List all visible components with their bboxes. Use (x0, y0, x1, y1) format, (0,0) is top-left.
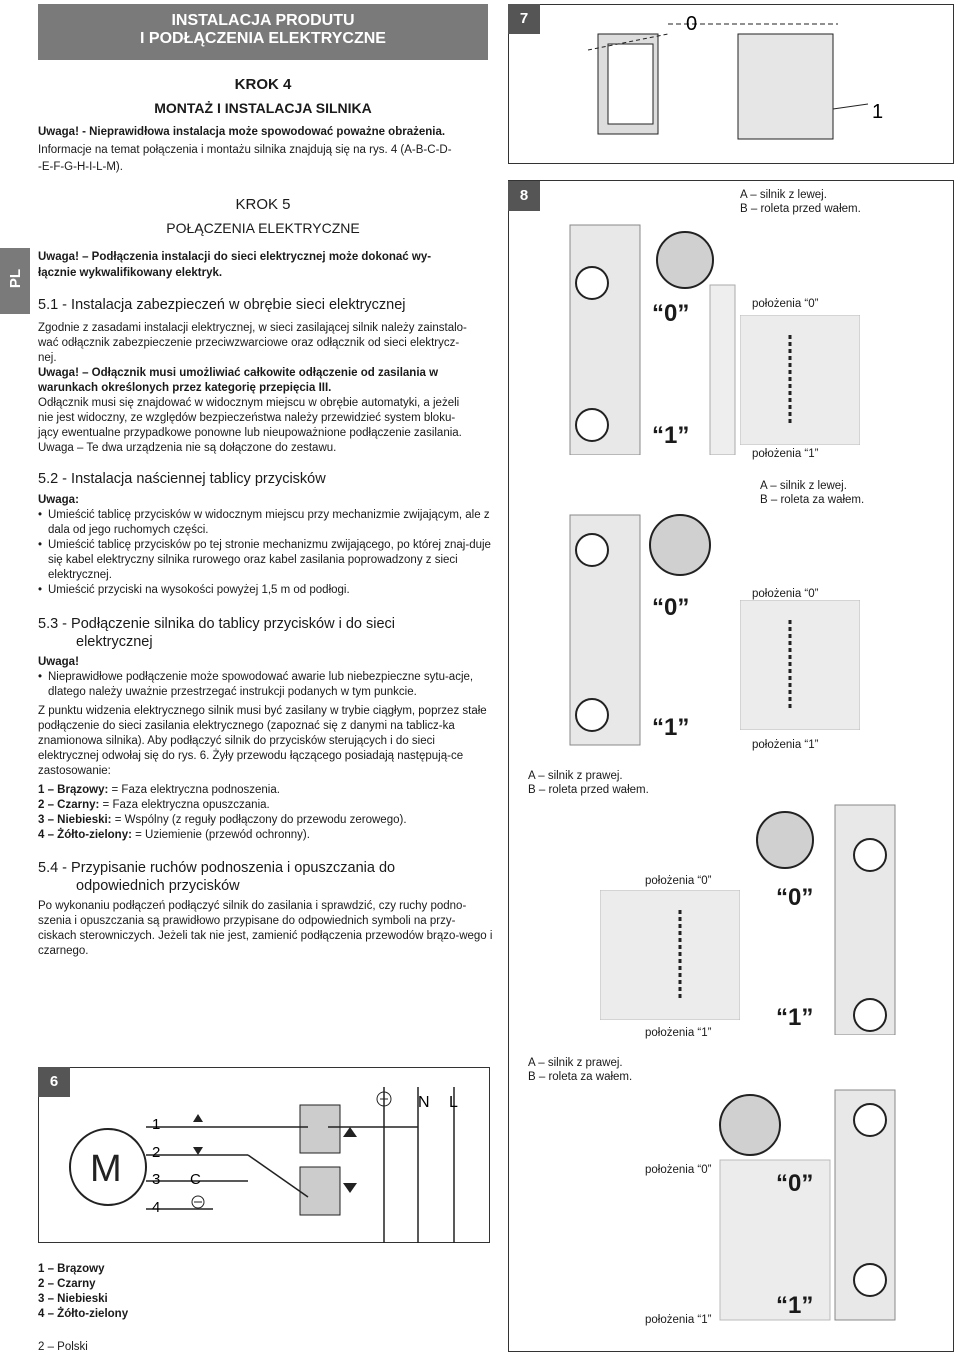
section-header (38, 4, 488, 60)
s54-paragraph: Po wykonaniu podłączeń podłączyć silnik do zasilania i sprawdzić, czy ruchy podno-szenia i opuszczania są prawidłowo przypisane do odpowiednich symboli na przy-ciskach sterowniczych. Jeżeli tak nie jest, zamienić podłączenia przewodów brązo-wego i czarnego. (38, 900, 493, 957)
wire-value: = Uziemienie (przewód ochronny). (131, 829, 310, 841)
legend-item: 2 – Czarny (38, 1278, 96, 1290)
shutter-diagram-3 (740, 795, 900, 1035)
s51-line: Uwaga – Te dwa urządzenia nie są dołączone do zestawu. (38, 442, 337, 454)
legend-item: 4 – Żółto-zielony (38, 1308, 129, 1320)
shutter-slats (738, 34, 833, 139)
s51-title: 5.1 - Instalacja zabezpieczeń w obrębie sieci elektrycznej (38, 297, 406, 313)
shutter-panel-1 (740, 315, 860, 445)
caption-b: B – roleta przed wałem. (740, 203, 861, 215)
krok5-title: KROK 5 (235, 196, 291, 213)
fig8-pos1: położenia “1” (645, 1314, 712, 1326)
caption-a: A – silnik z prawej. (528, 770, 623, 782)
s52-uwaga: Uwaga: (38, 494, 79, 506)
header-line2: I PODŁĄCZENIA ELEKTRYCZNE (140, 30, 386, 47)
wire-number-2: 2 (152, 1144, 161, 1161)
language-tab-label: PL (7, 268, 25, 289)
fig8-caption-4 (528, 1056, 632, 1084)
krok5-warning2: łącznie wykwalifikowany elektryk. (38, 267, 223, 279)
s51-warning2: warunkach określonych przez kategorię przepięcia III. (38, 382, 332, 394)
fig8-big-0: “0” (776, 884, 814, 911)
legend-item: 3 – Niebieski (38, 1293, 108, 1305)
common-label: C (190, 1171, 201, 1188)
shutter-install-illustration (508, 4, 954, 164)
shutter-diagram-1 (560, 215, 740, 455)
header-line1: INSTALACJA PRODUTU (171, 12, 355, 29)
caption-b: B – roleta przed wałem. (528, 784, 649, 796)
wire-key: 2 – Czarny: (38, 799, 100, 811)
list-item (38, 828, 493, 843)
wire-key: 3 – Niebieski: (38, 814, 112, 826)
figure-7-number: 7 (508, 4, 540, 34)
s51-paragraph1 (38, 321, 493, 456)
s52-bullet: Umieścić tablicę przycisków po tej stronie mechanizmu zwijającego, po której znaj-duje się kabel elektryczny silnika rurowego oraz kabel zasilania poprowadzony z sieci elektrycznej. (48, 539, 491, 581)
up-arrow-icon (343, 1127, 357, 1137)
fig6-legend (38, 1262, 128, 1322)
caption-b: B – roleta za wałem. (528, 1071, 633, 1083)
list-item: • Umieścić przyciski na wysokości powyżej 1,5 m od podłogi. (38, 583, 493, 598)
button-up (300, 1105, 340, 1153)
neutral-label: N (418, 1094, 430, 1111)
s53-title (38, 615, 493, 651)
fig8-caption-2 (760, 479, 864, 507)
fig8-big-0: “0” (652, 300, 690, 327)
fig7-label-1: 1 (872, 101, 884, 123)
wiring-diagram (38, 1067, 490, 1243)
shutter-panel-3 (600, 890, 740, 1020)
s51-line: nej. (38, 352, 57, 364)
s53-body (38, 655, 493, 843)
s51-line: nie jest widoczny, ze względów bezpieczeństwa należy przewidzieć system bloku- (38, 412, 456, 424)
wire-key: 4 – Żółto-zielony: (38, 829, 132, 841)
shutter-diagram-2 (560, 505, 740, 755)
wire-number-4: 4 (152, 1199, 161, 1216)
fig8-pos1: położenia “1” (645, 1027, 712, 1039)
fig8-big-0: “0” (652, 594, 690, 621)
s52-title: 5.2 - Instalacja naściennej tablicy przycisków (38, 471, 326, 487)
down-arrow-icon (193, 1147, 203, 1155)
shutter-panel-2 (740, 600, 860, 730)
s54-title-line1: 5.4 - Przypisanie ruchów podnoszenia i opuszczania do (38, 860, 396, 876)
fig8-pos1: położenia “1” (752, 739, 819, 751)
fig8-caption-1 (740, 188, 861, 216)
fig8-big-1: “1” (776, 1292, 814, 1319)
s51-line: jący ewentualne przypadkowe ponowne lub nieupoważnione podłączenie zasilania. (38, 427, 462, 439)
wire-value: = Faza elektryczna podnoszenia. (108, 784, 280, 796)
s54-title (38, 859, 493, 895)
s54-title-line2: odpowiednich przycisków (76, 878, 240, 894)
list-item (38, 813, 493, 828)
s52-body (38, 493, 493, 598)
krok5-subtitle: POŁĄCZENIA ELEKTRYCZNE (166, 220, 360, 236)
up-arrow-icon (193, 1114, 203, 1122)
list-item: • Umieścić tablicę przycisków po tej stronie mechanizmu zwijającego, po której znaj-duje się kabel elektryczny silnika rurowego oraz kabel zasilania poprowadzony z sieci elektrycznej. (38, 538, 493, 583)
caption-b: B – roleta za wałem. (760, 494, 865, 506)
krok4-info1: Informacje na temat połączenia i montażu silnika znajdują się na rys. 4 (A-B-C-D- (38, 144, 452, 156)
wire-key: 1 – Brązowy: (38, 784, 109, 796)
language-tab (0, 248, 30, 314)
legend-item: 1 – Brązowy (38, 1263, 105, 1275)
button-down (300, 1167, 340, 1215)
wire-number-3: 3 (152, 1171, 161, 1188)
fig8-pos0: położenia “0” (645, 875, 712, 887)
fig8-caption-3 (528, 769, 649, 797)
s52-bullet: Umieścić tablicę przycisków w widocznym miejscu przy mechanizmie zwijającym, ale z dala od jego ruchomych części. (48, 509, 490, 536)
list-item: • Nieprawidłowe podłączenie może spowodować awarie lub niebezpieczne sytu-acje, dlatego należy uważnie przestrzegać instrukcji podanych w tym punkcie. (38, 670, 493, 700)
list-item (38, 798, 493, 813)
page-footer: 2 – Polski (38, 1341, 88, 1353)
s51-line: Zgodnie z zasadami instalacji elektrycznej, w sieci zasilającej silnik należy zainstalo- (38, 322, 467, 334)
list-item (38, 783, 493, 798)
krok4-title: KROK 4 (234, 76, 292, 93)
motor-label: M (90, 1148, 122, 1190)
s53-title-line2: elektrycznej (76, 634, 153, 650)
down-arrow-icon (343, 1183, 357, 1193)
krok4-warning: Uwaga! - Nieprawidłowa instalacja może spowodować poważne obrażenia. (38, 126, 446, 138)
s53-paragraph: Z punktu widzenia elektrycznego silnik musi być zasilany w trybie ciągłym, poprzez stałe podłączenie do sieci zasilania elektrycznego (zapoznać się z danymi na tablicz-ka znamionowa silnika). Aby podłączyć silnik do przycisków sterujących i do sieci elektrycznej odwołaj się do rys. 6. Żyły przewodu łączącego posiadają następują-ce zastosowanie: (38, 705, 487, 777)
caption-a: A – silnik z lewej. (760, 480, 847, 492)
krok4-subtitle: MONTAŻ I INSTALACJA SILNIKA (154, 100, 372, 116)
s51-warning1: Uwaga! – Odłącznik musi umożliwiać całkowite odłączenie od zasilania w (38, 367, 439, 379)
fig8-big-1: “1” (776, 1004, 814, 1031)
figure-8-number: 8 (508, 181, 540, 211)
s51-line: wać odłącznik zabezpieczenie przeciwzwarciowe oraz odłącznik od sieci elektrycz- (38, 337, 460, 349)
fig8-pos0: położenia “0” (645, 1164, 712, 1176)
ground-icon (192, 1196, 204, 1208)
s52-bullet: Umieścić przyciski na wysokości powyżej 1,5 m od podłogi. (48, 584, 350, 596)
wire-value: = Faza elektryczna opuszczania. (99, 799, 270, 811)
list-item: • Umieścić tablicę przycisków w widocznym miejscu przy mechanizmie zwijającym, ale z dala od jego ruchomych części. (38, 508, 493, 538)
fig8-big-1: “1” (652, 714, 690, 741)
line-label: L (449, 1094, 458, 1111)
fig8-pos0: położenia “0” (752, 588, 819, 600)
fig7-label-0: 0 (686, 13, 698, 35)
figure-6-number: 6 (38, 1067, 70, 1097)
s53-uwaga: Uwaga! (38, 656, 79, 668)
s53-bullet: Nieprawidłowe podłączenie może spowodować awarie lub niebezpieczne sytu-acje, dlatego należy uważnie przestrzegać instrukcji podanych w tym punkcie. (48, 671, 474, 698)
fig8-big-0: “0” (776, 1170, 814, 1197)
s51-line: Odłącznik musi się znajdować w widocznym miejscu w obrębie automatyki, a jeżeli (38, 397, 460, 409)
krok5-warning1: Uwaga! – Podłączenia instalacji do sieci elektrycznej może dokonać wy- (38, 251, 432, 263)
fig8-pos0: położenia “0” (752, 298, 819, 310)
wire-list (38, 783, 493, 843)
s53-title-line1: 5.3 - Podłączenie silnika do tablicy przycisków i do sieci (38, 616, 396, 632)
wire-number-1: 1 (152, 1116, 161, 1133)
fig8-pos1: położenia “1” (752, 448, 819, 460)
fig8-big-1: “1” (652, 422, 690, 449)
krok4-info2: -E-F-G-H-I-L-M). (38, 161, 123, 173)
caption-a: A – silnik z lewej. (740, 189, 827, 201)
wire-value: = Wspólny (z reguły podłączony do przewodu zerowego). (111, 814, 407, 826)
caption-a: A – silnik z prawej. (528, 1057, 623, 1069)
